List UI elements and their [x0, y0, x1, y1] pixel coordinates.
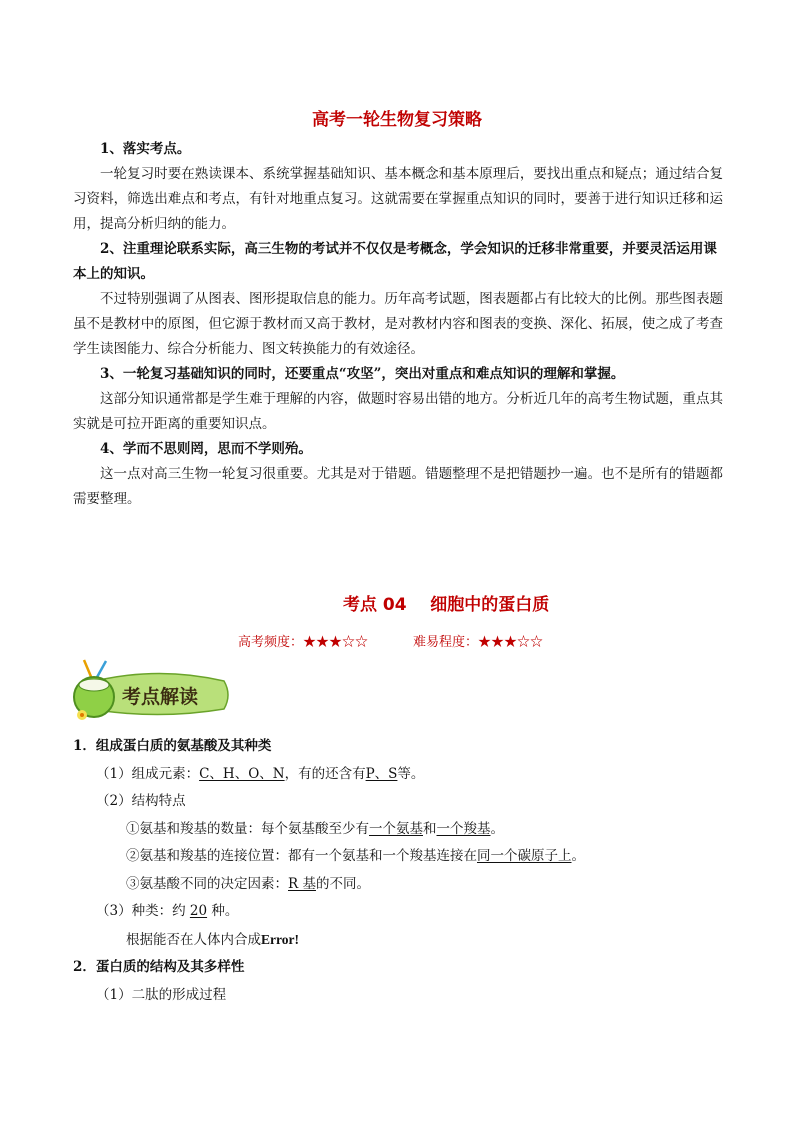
strategy-paragraph-1: 一轮复习时要在熟读课本、系统掌握基础知识、基本概念和基本原理后，要找出重点和疑点；通过结合复习资料，筛选出难点和考点，有针对地重点复习。这就需要在掌握重点知识的同时，要善于进行知识迁移和运用，提高分析归纳的能力。 — [73, 166, 723, 232]
coconut-top — [79, 679, 109, 691]
strategy-heading-4: 4、学而不思则罔，思而不学则殆。 — [100, 441, 312, 457]
exam-frequency — [238, 631, 368, 650]
sub-item-position: ②氨基和羧基的连接位置：都有一个氨基和一个羧基连接在同一个碳原子上。 — [126, 848, 585, 864]
content-heading-1: 1．组成蛋白质的氨基酸及其种类 — [73, 738, 272, 754]
strategy-heading-2: 2、注重理论联系实际，高三生物的考试并不仅仅是考概念，学会知识的迁移非常重要，并要灵活运用课本上的知识。 — [73, 241, 717, 282]
section-title: 考点 04 细胞中的蛋白质 — [343, 595, 550, 615]
straw-icon — [84, 660, 92, 679]
kaodian-jiedu-badge — [64, 657, 234, 723]
exam-frequency-stars: ★★★☆☆ — [303, 635, 369, 650]
sub-item-r-group: ③氨基酸不同的决定因素：R 基的不同。 — [126, 875, 370, 892]
strategy-paragraph-2: 不过特别强调了从图表、图形提取信息的能力。历年高考试题，图表题都占有比较大的比例。那些图表题虽不是教材中的原图，但它源于教材而又高于教材，是对教材内容和图表的变换、深化、拓展，使之成了考查学生读图能力、综合分析能力、图文转换能力的有效途径。 — [73, 291, 723, 357]
item-elements: （1）组成元素：C、H、O、N，有的还含有P、S等。 — [96, 765, 425, 782]
sub-item-count: ①氨基和羧基的数量：每个氨基酸至少有一个氨基和一个羧基。 — [126, 820, 504, 837]
strategy-heading-1: 1、落实考点。 — [100, 141, 191, 157]
difficulty — [413, 631, 543, 650]
strategy-section — [73, 137, 723, 512]
strategy-paragraph-4: 这一点对高三生物一轮复习很重要。尤其是对于错题。错题整理不是把错题抄一遍。也不是所有的错题都需要整理。 — [73, 466, 723, 507]
badge-label: 考点解读 — [122, 686, 199, 708]
difficulty-label: 难易程度： — [413, 635, 479, 650]
strategy-heading-3: 3、一轮复习基础知识的同时，还要重点“攻坚”，突出对重点和难点知识的理解和掌握。 — [100, 366, 625, 382]
item-types-note: 根据能否在人体内合成Error! — [126, 931, 299, 948]
item-structure: （2）结构特点 — [96, 793, 186, 809]
item-dipeptide: （1）二肽的形成过程 — [96, 986, 227, 1003]
content-list — [73, 733, 733, 1009]
content-heading-2: 2．蛋白质的结构及其多样性 — [73, 959, 245, 975]
page-title: 高考一轮生物复习策略 — [312, 110, 482, 130]
strategy-paragraph-3: 这部分知识通常都是学生难于理解的内容，做题时容易出错的地方。分析近几年的高考生物试题，重点其实就是可拉开距离的重要知识点。 — [73, 391, 723, 432]
exam-frequency-label: 高考频度： — [238, 635, 304, 650]
flower-center — [80, 713, 84, 717]
item-types: （3）种类：约 20 种。 — [96, 903, 239, 919]
difficulty-stars: ★★★☆☆ — [478, 635, 544, 650]
